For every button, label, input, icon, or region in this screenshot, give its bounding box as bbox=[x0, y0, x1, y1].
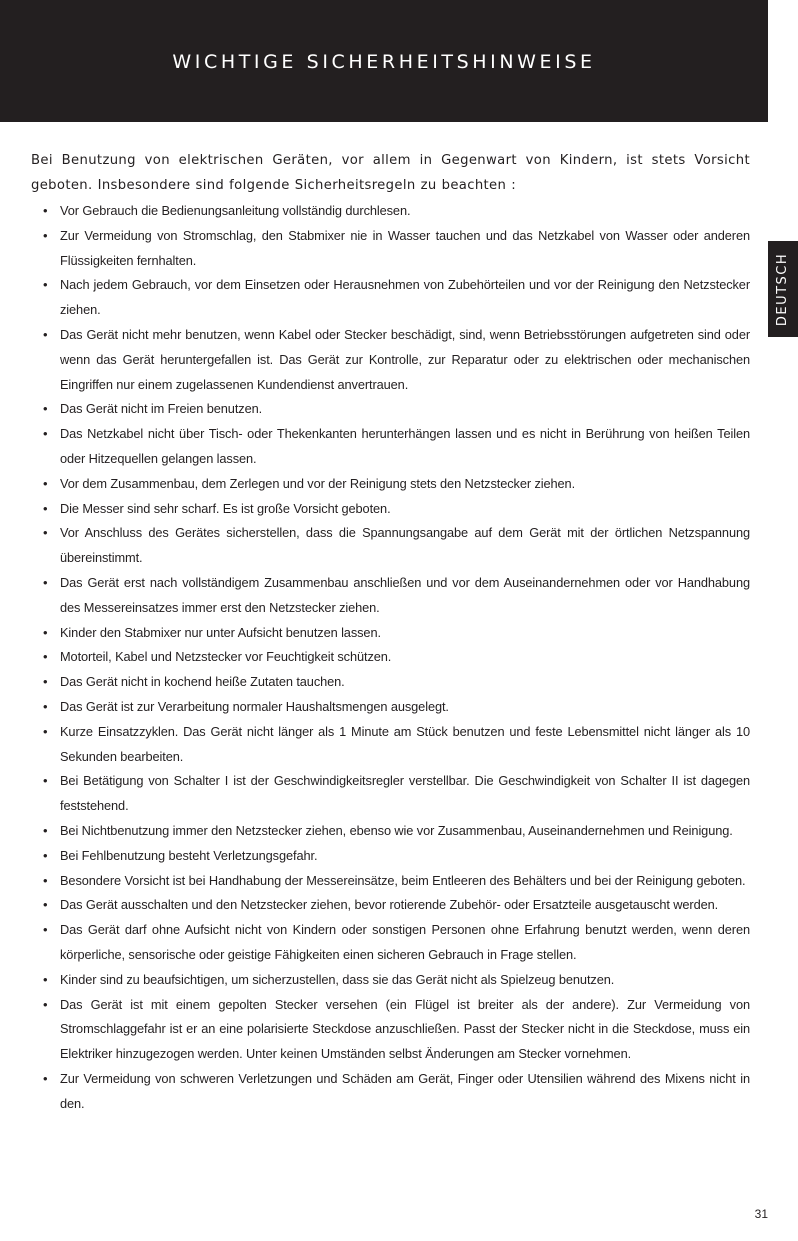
safety-list bbox=[31, 199, 750, 1116]
safety-item: • Zur Vermeidung von Stromschlag, den Stabmixer nie in Wasser tauchen und das Netzkabel von Wasser oder anderen Flüssigkeiten fernhalten. bbox=[31, 224, 750, 274]
safety-item: • Motorteil, Kabel und Netzstecker vor Feuchtigkeit schützen. bbox=[31, 645, 750, 670]
safety-item: • Nach jedem Gebrauch, vor dem Einsetzen oder Herausnehmen von Zubehörteilen und vor der Reinigung den Netzstecker ziehen. bbox=[31, 273, 750, 323]
safety-item: • Das Gerät ausschalten und den Netzstecker ziehen, bevor rotierende Zubehör- oder Ersatzteile ausgetauscht werden. bbox=[31, 893, 750, 918]
safety-item: • Kinder den Stabmixer nur unter Aufsicht benutzen lassen. bbox=[31, 621, 750, 646]
safety-item: • Vor Gebrauch die Bedienungsanleitung vollständig durchlesen. bbox=[31, 199, 750, 224]
safety-item: • Bei Nichtbenutzung immer den Netzstecker ziehen, ebenso wie vor Zusammenbau, Auseinandernehmen und Reinigung. bbox=[31, 819, 750, 844]
safety-item: • Das Netzkabel nicht über Tisch- oder Thekenkanten herunterhängen lassen und es nicht in Berührung von heißen Teilen oder Hitzequellen gelangen lassen. bbox=[31, 422, 750, 472]
intro-paragraph: Bei Benutzung von elektrischen Geräten, vor allem in Gegenwart von Kindern, ist stets Vorsicht geboten. Insbesondere sind folgende Sicherheitsregeln zu beachten : bbox=[31, 153, 750, 193]
safety-item: • Zur Vermeidung von schweren Verletzungen und Schäden am Gerät, Finger oder Utensilien während des Mixens nicht in den. bbox=[31, 1067, 750, 1117]
safety-item: • Das Gerät nicht mehr benutzen, wenn Kabel oder Stecker beschädigt, sind, wenn Betriebsstörungen aufgetreten sind oder wenn das Gerät heruntergefallen ist. Das Gerät zur Kontrolle, zur Reparatur oder zu elektrischen oder mechanischen Eingriffen nur einem zugelassenen Kundendienst anvertrauen. bbox=[31, 323, 750, 397]
safety-item: • Vor dem Zusammenbau, dem Zerlegen und vor der Reinigung stets den Netzstecker ziehen. bbox=[31, 472, 750, 497]
safety-item: • Kinder sind zu beaufsichtigen, um sicherzustellen, dass sie das Gerät nicht als Spielzeug benutzen. bbox=[31, 968, 750, 993]
safety-item: • Die Messer sind sehr scharf. Es ist große Vorsicht geboten. bbox=[31, 497, 750, 522]
page-title: WICHTIGE SICHERHEITSHINWEISE bbox=[172, 51, 596, 73]
safety-item: • Vor Anschluss des Gerätes sicherstellen, dass die Spannungsangabe auf dem Gerät mit der örtlichen Netzspannung übereinstimmt. bbox=[31, 521, 750, 571]
safety-item: • Das Gerät darf ohne Aufsicht nicht von Kindern oder sonstigen Personen ohne Erfahrung benutzt werden, wenn deren körperliche, sensorische oder geistige Fähigkeiten einen sicheren Gebrauch in Frage stellen. bbox=[31, 918, 750, 968]
header-bar bbox=[0, 0, 768, 122]
safety-item: • Das Gerät erst nach vollständigem Zusammenbau anschließen und vor dem Auseinandernehmen oder vor Handhabung des Messereinsatzes immer erst den Netzstecker ziehen. bbox=[31, 571, 750, 621]
safety-item: • Das Gerät ist zur Verarbeitung normaler Haushaltsmengen ausgelegt. bbox=[31, 695, 750, 720]
safety-item: • Besondere Vorsicht ist bei Handhabung der Messereinsätze, beim Entleeren des Behälters und bei der Reinigung geboten. bbox=[31, 869, 750, 894]
safety-content bbox=[31, 148, 750, 1116]
page-number: 31 bbox=[754, 1207, 768, 1221]
safety-item: • Das Gerät nicht im Freien benutzen. bbox=[31, 397, 750, 422]
language-tab-label: DEUTSCH bbox=[775, 252, 791, 326]
safety-item: • Das Gerät nicht in kochend heiße Zutaten tauchen. bbox=[31, 670, 750, 695]
language-tab bbox=[768, 241, 798, 337]
safety-item: • Bei Fehlbenutzung besteht Verletzungsgefahr. bbox=[31, 844, 750, 869]
safety-item: • Kurze Einsatzzyklen. Das Gerät nicht länger als 1 Minute am Stück benutzen und feste Lebensmittel nicht länger als 10 Sekunden bearbeiten. bbox=[31, 720, 750, 770]
safety-item: • Bei Betätigung von Schalter I ist der Geschwindigkeitsregler verstellbar. Die Geschwindigkeit von Schalter II ist dagegen feststehend. bbox=[31, 769, 750, 819]
safety-item: • Das Gerät ist mit einem gepolten Stecker versehen (ein Flügel ist breiter als der andere). Zur Vermeidung von Stromschlaggefahr ist er an eine polarisierte Steckdose anzuschließen. Passt der Stecker nicht in die Steckdose, muss ein Elektriker hinzugezogen werden. Unter keinen Umständen selbst Änderungen am Stecker vornehmen. bbox=[31, 993, 750, 1067]
